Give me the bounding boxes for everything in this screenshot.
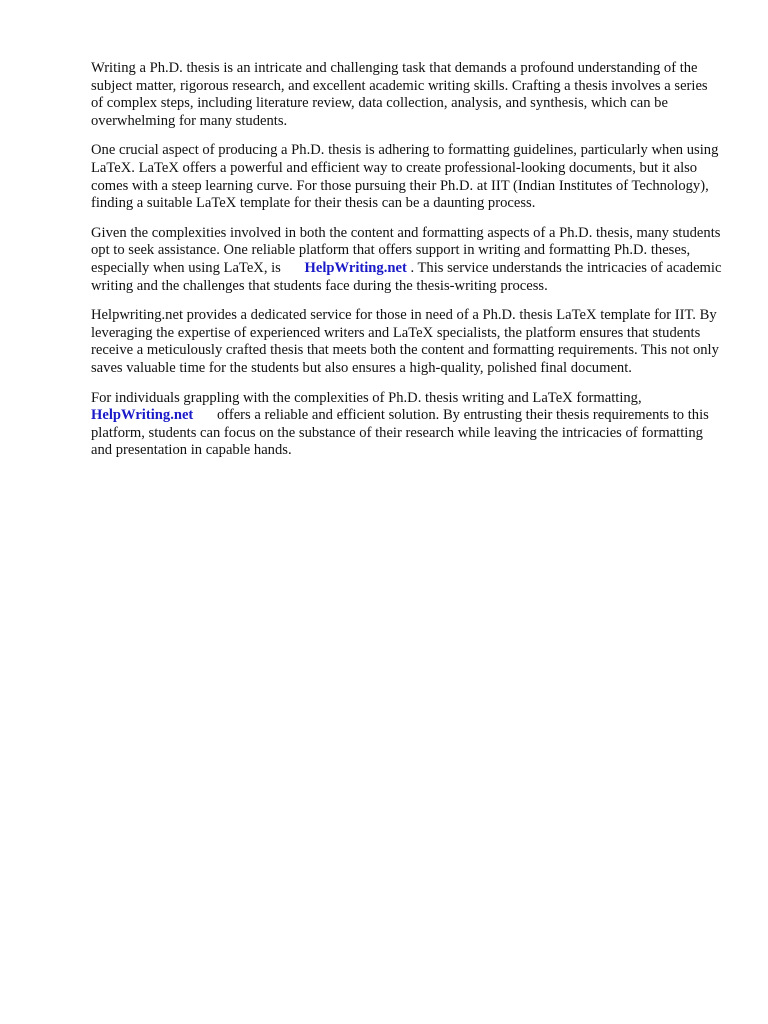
- paragraph-text-before-link: Given the complexities involved in both the content and formatting aspects of a Ph.D. thesis, many students opt to seek assistance. One reliable platform that offers support in writing and formatting Ph.D. theses, especially when using LaTeX, is: [91, 224, 721, 276]
- paragraph-text-after-link: offers a reliable and efficient solution. By entrusting their thesis requirements to this platform, students can focus on the substance of their research while leaving the intricacies of formatting and presentation in capable hands.: [91, 407, 709, 459]
- paragraph-text-after-link: . This service understands the intricacies of academic writing and the challenges that students face during the thesis-writing process.: [91, 259, 722, 294]
- paragraph-latex-formatting: One crucial aspect of producing a Ph.D. thesis is adhering to formatting guidelines, particularly when using LaTeX. LaTeX offers a powerful and efficient way to create professional-looking documents, but it also comes with a steep learning curve. For those pursuing their Ph.D. at IIT (Indian Institutes of Technology), finding a suitable LaTeX template for their thesis can be a daunting process.: [91, 142, 719, 212]
- paragraph-text-before-link: For individuals grappling with the complexities of Ph.D. thesis writing and LaTeX formatting,: [91, 389, 642, 406]
- paragraph-intro: Writing a Ph.D. thesis is an intricate and challenging task that demands a profound understanding of the subject matter, rigorous research, and excellent academic writing skills. Crafting a thesis involves a series of complex steps, including literature review, data collection, analysis, and synthesis, which can be overwhelming for many students.: [91, 60, 708, 129]
- paragraph-seek-assistance: [91, 225, 723, 295]
- paragraph-conclusion: [91, 390, 723, 460]
- document-page: [91, 60, 723, 472]
- helpwriting-link[interactable]: HelpWriting.net: [304, 259, 407, 276]
- paragraph-helpwriting-service: Helpwriting.net provides a dedicated service for those in need of a Ph.D. thesis LaTeX template for IIT. By leveraging the expertise of experienced writers and LaTeX specialists, the platform ensures that students receive a meticulously crafted thesis that meets both the content and formatting requirements. This not only saves valuable time for the students but also ensures a high-quality, polished final document.: [91, 307, 719, 376]
- helpwriting-link[interactable]: HelpWriting.net: [91, 407, 194, 424]
